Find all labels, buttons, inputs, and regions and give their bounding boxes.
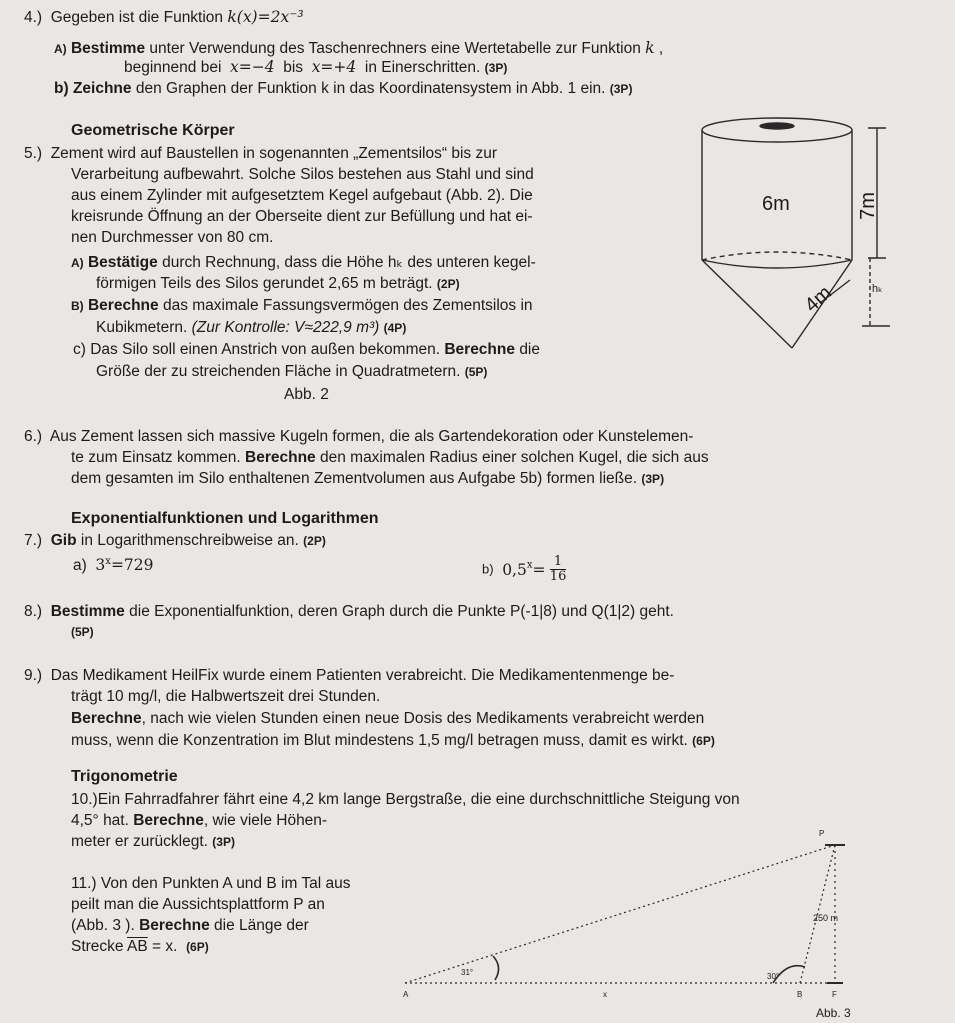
- task-6-verb: Berechne: [245, 449, 316, 466]
- task-7a: [73, 556, 154, 575]
- task-11-text-3a: (Abb. 3 ).: [71, 917, 135, 934]
- task-5b-verb: Berechne: [87, 297, 159, 314]
- figure-3-caption: Abb. 3: [816, 1006, 851, 1020]
- task-9-text-4: muss, wenn die Konzentration im Blut mindestens 1,5 mg/l betragen muss, damit es wirkt.: [71, 732, 688, 749]
- task-5b-points: (4P): [383, 321, 407, 335]
- task-10-line3: [71, 833, 235, 851]
- task-5-line1: [24, 145, 497, 163]
- task-4b-points: (3P): [609, 82, 633, 96]
- section-heading-exponential: Exponentialfunktionen und Logarithmen: [71, 510, 379, 527]
- task-11-text-4b: = x.: [152, 938, 178, 955]
- silo-label-hk: hₖ: [872, 283, 883, 295]
- task-9-verb: Berechne: [71, 710, 142, 727]
- task-5b-line2: [96, 319, 406, 337]
- task-4a-from-label: beginnend bei: [124, 59, 222, 76]
- task-8-number: 8.): [24, 603, 43, 620]
- task-5a-letter: A): [71, 256, 84, 270]
- task-7b-letter: b): [482, 561, 494, 577]
- task-5a-text-1: durch Rechnung, dass die Höhe hₖ des unteren kegel-: [162, 254, 536, 271]
- task-5a-text-2: förmigen Teils des Silos gerundet 2,65 m beträgt.: [96, 275, 433, 292]
- task-4a-points: (3P): [484, 61, 508, 75]
- task-9-number: 9.): [24, 667, 43, 684]
- task-5-text-3: aus einem Zylinder mit aufgesetztem Kegel aufgebaut (Abb. 2). Die: [71, 187, 533, 204]
- angle-a-label: 31°: [461, 968, 474, 977]
- task-11-segment: $\overline{AB}$: [127, 938, 148, 955]
- task-5b-letter: B): [71, 299, 84, 313]
- task-5c-text-1b: die: [519, 341, 540, 358]
- task-11-number: 11.): [71, 875, 97, 892]
- task-8-line: [24, 603, 674, 621]
- task-4a-verb: Bestimme: [70, 40, 146, 57]
- cone-edge-left: [702, 260, 792, 348]
- task-4-intro-text: Gegeben ist die Funktion: [50, 9, 224, 26]
- task-7a-exponent: x: [105, 556, 111, 567]
- task-10-text-3: meter er zurücklegt.: [71, 833, 208, 850]
- task-6-text-1: Aus Zement lassen sich massive Kugeln formen, die als Gartendekoration oder Kunstelemen-: [49, 428, 694, 445]
- task-7b-base: 0,5: [502, 560, 527, 579]
- task-4a-line1: [54, 39, 663, 58]
- task-5-text-2: Verarbeitung aufbewahrt. Solche Silos bestehen aus Stahl und sind: [71, 166, 534, 183]
- task-11-text-4a: Strecke: [71, 938, 124, 955]
- task-5c-text-2: Größe der zu streichenden Fläche in Quadratmetern.: [96, 363, 461, 380]
- silo-figure: [700, 108, 900, 360]
- task-11-verb: Berechne: [139, 917, 210, 934]
- task-9-points: (6P): [692, 734, 715, 748]
- task-5a-verb: Bestätige: [87, 254, 158, 271]
- task-4a-x-end: x=+4: [311, 58, 357, 76]
- task-7-points: (2P): [303, 534, 326, 548]
- task-9-line4: [71, 732, 715, 750]
- task-7b-equals: =: [532, 560, 546, 579]
- task-10-angle: 4,5°: [71, 812, 99, 829]
- task-5c-verb: Berechne: [444, 341, 515, 358]
- task-7b-exponent: x: [526, 559, 533, 571]
- task-10-verb: Berechne: [133, 812, 204, 829]
- task-6-points: (3P): [641, 472, 665, 486]
- figure-2-caption: Abb. 2: [284, 386, 329, 403]
- silo-bottom-front: [702, 260, 852, 268]
- task-9-line1: [24, 667, 674, 685]
- segment-x-label: x: [603, 990, 607, 999]
- task-4-function: k(x)=2x⁻³: [227, 8, 304, 26]
- task-5c-line1: [73, 341, 540, 359]
- task-5b-line1: [71, 297, 533, 315]
- point-a-label: A: [403, 990, 409, 999]
- task-10-number: 10.): [71, 791, 98, 808]
- task-5a-points: (2P): [436, 277, 460, 291]
- triangle-figure: [395, 825, 875, 1023]
- angle-arc-a: [493, 956, 499, 980]
- task-7b-denominator: 16: [549, 569, 567, 584]
- task-10-text-2a: hat.: [103, 812, 129, 829]
- task-4-number: 4.): [24, 9, 43, 26]
- task-5c-line2: [96, 363, 487, 381]
- task-4-intro: [24, 8, 304, 27]
- task-11-line1: [71, 875, 351, 893]
- task-4b: [54, 80, 632, 98]
- task-6-line3: [71, 470, 664, 488]
- task-7b: [482, 555, 566, 584]
- task-5-text-5: nen Durchmesser von 80 cm.: [71, 229, 274, 246]
- task-6-line2: [71, 449, 709, 467]
- task-7b-fraction: [550, 555, 567, 584]
- task-5c-letter: c): [73, 341, 86, 358]
- task-6-text-2b: den maximalen Radius einer solchen Kugel, die sich aus: [319, 449, 709, 466]
- task-11-points: (6P): [186, 940, 209, 954]
- task-5-number: 5.): [24, 145, 43, 162]
- section-heading-geometry: Geometrische Körper: [71, 122, 235, 139]
- task-4a-letter: A): [54, 42, 67, 56]
- sightline-a: [405, 845, 835, 983]
- task-9-text-2: trägt 10 mg/l, die Halbwertszeit drei Stunden.: [71, 688, 381, 705]
- task-4a-x-start: x=−4: [230, 58, 275, 76]
- task-6-line1: [24, 428, 693, 446]
- task-4b-text: den Graphen der Funktion k in das Koordinatensystem in Abb. 1 ein.: [135, 80, 606, 97]
- task-7a-rest: =729: [110, 556, 154, 575]
- task-4b-verb: Zeichne: [72, 80, 132, 97]
- silo-label-height: 7m: [857, 192, 879, 220]
- task-4a-line2: [124, 58, 507, 77]
- task-4a-function-name: k: [645, 39, 655, 57]
- task-7-line: [24, 532, 326, 550]
- task-5b-text-2: Kubikmetern.: [96, 319, 188, 336]
- task-11-text-2: peilt man die Aussichtsplattform P an: [71, 896, 325, 913]
- task-10-text-1: Ein Fahrradfahrer fährt eine 4,2 km lange Bergstraße, die eine durchschnittliche Steigung von: [97, 791, 740, 808]
- task-10-text-2b: , wie viele Höhen-: [203, 812, 328, 829]
- task-10-line2: [71, 812, 327, 830]
- task-10-line1: [71, 791, 740, 809]
- section-heading-trigonometry: Trigonometrie: [71, 768, 178, 785]
- task-7-verb: Gib: [50, 532, 77, 549]
- task-5b-text-1: das maximale Fassungsvermögen des Zementsilos in: [162, 297, 533, 314]
- task-11-line4: [71, 938, 209, 956]
- task-9-text-1: Das Medikament HeilFix wurde einem Patienten verabreicht. Die Medikamentenmenge be-: [50, 667, 675, 684]
- task-4a-to-label: bis: [283, 59, 304, 76]
- task-9-line3: [71, 710, 704, 728]
- task-8-verb: Bestimme: [50, 603, 125, 620]
- task-8-text: die Exponentialfunktion, deren Graph durch die Punkte P(-1|8) und Q(1|2) geht.: [129, 603, 674, 620]
- point-p-label: P: [819, 829, 825, 838]
- task-7b-numerator: 1: [550, 555, 567, 570]
- task-5a-line2: [96, 275, 460, 293]
- task-5a-line1: [71, 253, 536, 272]
- task-7a-base: 3: [95, 556, 106, 575]
- task-5c-points: (5P): [464, 365, 488, 379]
- task-4a-step-text: in Einerschritten.: [364, 59, 481, 76]
- task-11-text-3b: die Länge der: [214, 917, 309, 934]
- task-9-text-3: , nach wie vielen Stunden einen neue Dosis des Medikaments verabreicht werden: [141, 710, 705, 727]
- task-5-text-4: kreisrunde Öffnung an der Oberseite dient zur Befüllung und hat ei-: [71, 208, 533, 225]
- task-11-text-1: Von den Punkten A und B im Tal aus: [100, 875, 351, 892]
- task-7-text: in Logarithmenschreibweise an.: [80, 532, 299, 549]
- silo-bottom-back: [702, 252, 852, 260]
- task-4a-comma: ,: [658, 40, 664, 57]
- task-6-text-2a: te zum Einsatz kommen.: [71, 449, 241, 466]
- silo-label-width: 6m: [762, 193, 790, 215]
- task-4a-text: unter Verwendung des Taschenrechners eine Wertetabelle zur Funktion: [149, 40, 641, 57]
- task-8-points: (5P): [71, 625, 94, 639]
- task-5-text-1: Zement wird auf Baustellen in sogenannten „Zementsilos“ bis zur: [50, 145, 497, 162]
- task-10-points: (3P): [212, 835, 235, 849]
- task-5c-text-1a: Das Silo soll einen Anstrich von außen bekommen.: [90, 341, 441, 358]
- task-6-text-3: dem gesamten im Silo enthaltenen Zementvolumen aus Aufgabe 5b) formen ließe.: [71, 470, 638, 487]
- task-5b-hint: (Zur Kontrolle: V≈222,9 m³): [191, 319, 380, 336]
- silo-label-slant: 4m: [800, 281, 837, 317]
- silo-top-ellipse: [702, 118, 852, 142]
- silo-opening: [760, 123, 794, 129]
- task-4b-letter: b): [54, 80, 69, 97]
- angle-b-label: 30°: [767, 972, 780, 981]
- task-7-number: 7.): [24, 532, 43, 549]
- point-b-label: B: [797, 990, 803, 999]
- task-11-line3: [71, 917, 309, 935]
- task-6-number: 6.): [24, 428, 43, 445]
- task-7a-letter: a): [73, 557, 87, 575]
- point-f-label: F: [832, 990, 837, 999]
- height-label: 250 m: [813, 913, 839, 923]
